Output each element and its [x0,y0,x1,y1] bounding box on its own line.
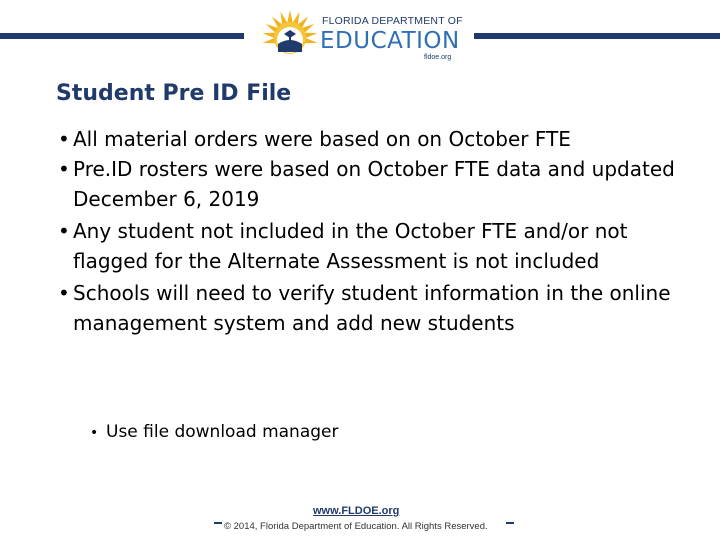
header-rule-right [474,33,720,39]
sub-bullet-text: Use file download manager [106,422,339,442]
sunburst-logo-icon [262,8,318,70]
slide-title: Student Pre ID File [56,81,292,106]
bullet-dot-icon: • [58,127,70,151]
logo-site-text: fldoe.org [424,54,452,61]
bullet-item [56,278,696,338]
bullet-dot-icon: • [58,219,70,243]
bullet-dot-icon: • [58,281,70,305]
bullet-item [56,124,696,154]
bullet-item [56,216,696,276]
sub-bullet-item [90,422,338,442]
logo-department-text: FLORIDA DEPARTMENT OF [322,15,463,27]
bullet-text: All material orders were based on on October FTE [73,127,571,151]
footer-rule-left [214,522,222,524]
bullet-item [56,154,696,214]
bullet-text: Pre.ID rosters were based on October FTE data and updated December 6, 2019 [73,157,675,211]
logo-education-text: EDUCATION [320,28,460,54]
sub-bullet-dot-icon: • [90,425,99,441]
footer-copyright: © 2014, Florida Department of Education. All Rights Reserved. [224,521,488,532]
footer-website-link[interactable]: www.FLDOE.org [313,505,400,517]
bullet-dot-icon: • [58,157,70,181]
header-rule-left [0,33,244,39]
bullet-text: Schools will need to verify student information in the online management system and add new students [73,281,671,335]
bullet-list [56,124,696,338]
bullet-text: Any student not included in the October FTE and/or not flagged for the Alternate Assessment is not included [73,219,628,273]
footer-rule-right [506,522,514,524]
fldoe-logo [262,8,462,70]
